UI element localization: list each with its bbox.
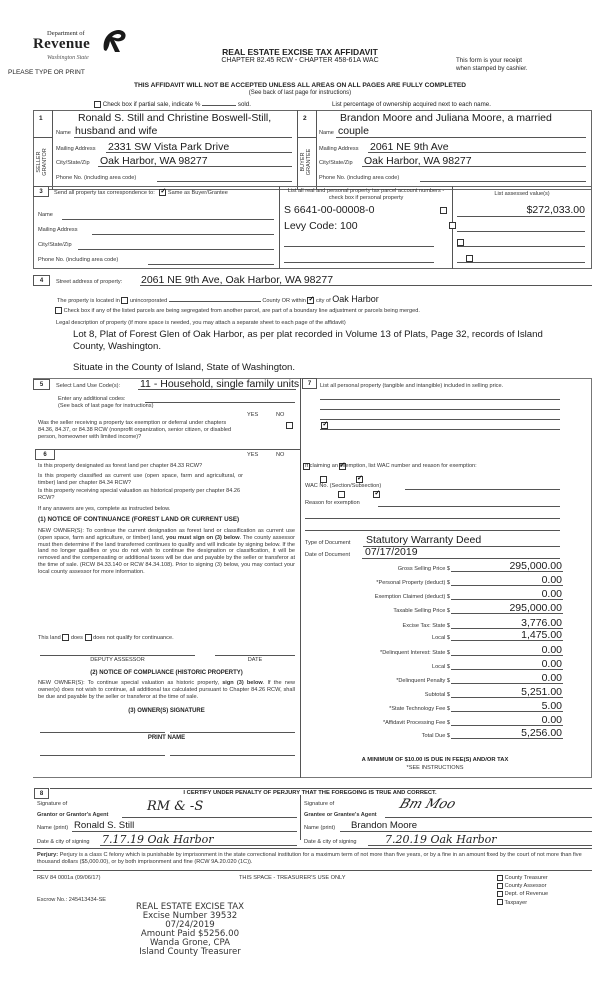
legal-line-3[interactable]: Situate in the County of Island, State of Washington. [73,362,296,373]
same-as-buyer-label: Same as Buyer/Grantee [167,189,228,196]
parcel-header: List all real and personal property tax parcel account numbers - check box if personal property [287,188,445,201]
fee-label: *Affidavit Processing Fee $ [382,720,450,726]
partial-sale-checkbox[interactable] [94,101,101,108]
parcel-3-personal-checkbox[interactable] [457,239,464,246]
same-as-buyer-checkbox[interactable] [159,189,166,196]
fee-value[interactable]: 0.00 [541,644,562,656]
dor-swoosh-icon [100,28,128,54]
section-3-number: 3 [33,186,49,197]
escrow-number: 245413434-SE [68,897,107,903]
fee-value[interactable]: 0.00 [541,714,562,726]
fee-value[interactable]: 295,000.00 [509,560,562,572]
receipt-note-1: This form is your receipt [456,57,523,64]
grantor-signature-label-2: Grantor or Grantor's Agent [37,812,109,818]
minimum-due-note: A MINIMUM OF $10.00 IS DUE IN FEE(S) AND/OR TAX [361,757,509,763]
seller-phone-label: Phone No. (including area code) [56,175,137,181]
logo-state-text: Washington State [47,55,89,61]
street-address-value[interactable]: 2061 NE 9th Ave, Oak Harbor, WA 98277 [141,274,334,286]
seller-name-label: Name [56,130,71,136]
exemption-claim-label: If claiming an exemption, list WAC number and reason for exemption: [305,463,477,469]
located-row [57,294,379,304]
reason-field-3[interactable] [305,530,560,531]
grantor-signature-label-1: Signature of [37,801,68,807]
treasurer-payment-stamp: REAL ESTATE EXCISE TAX Excise Number 39532 07/24/2019 Amount Paid $5256.00 Wanda Grone, CPA Island County Treasurer [135,902,245,957]
form-title: REAL ESTATE EXCISE TAX AFFIDAVIT [222,47,378,57]
send-correspondence-label: Send all property tax correspondence to: [54,189,155,196]
owner-signature-line-2[interactable] [170,732,295,733]
does-not-qualify-checkbox[interactable] [85,634,92,641]
parcel-row-2[interactable]: Levy Code: 100 [284,220,358,232]
parcel-2-personal-checkbox[interactable] [449,222,456,229]
date-label: DATE [247,657,263,663]
buyer-name-line1[interactable]: Brandon Moore and Juliana Moore, a married [340,112,552,124]
section-8-number: 8 [34,788,49,799]
corr-name-field[interactable] [62,219,274,220]
parcel-row-3[interactable] [284,246,434,247]
send-correspondence-row [54,189,228,196]
certify-statement: I CERTIFY UNDER PENALTY OF PERJURY THAT THE FOREGOING IS TRUE AND CORRECT. [183,790,437,796]
legal-description-label: Legal description of property (if more space is needed, you may attach a separate sheet to each page of the affidavit) [56,320,346,326]
historical-no-checkbox[interactable] [373,491,380,498]
fee-label: Taxable Selling Price $ [393,608,450,614]
seller-name-line1[interactable]: Ronald S. Still and Christine Boswell-Still, [78,112,272,124]
seller-grantor-side-label: SELLER GRANTOR [36,148,48,176]
personal-property-line-2[interactable] [320,409,560,410]
partial-sale-sold-label: sold. [237,101,251,109]
section-6-number: 6 [35,449,55,460]
corr-name-label: Name [38,212,53,218]
notice-compliance-title: (2) NOTICE OF COMPLIANCE (HISTORIC PROPERTY) [90,670,243,676]
copy-distribution-list [497,874,548,907]
grantor-date-city[interactable]: 7.17.19 Oak Harbor [102,833,214,846]
city-of-value[interactable]: Oak Harbor [332,294,379,304]
dor-logo [33,28,133,68]
buyer-name-label: Name [319,130,334,136]
notice-continuance-text: NEW OWNER(S): To continue the current designation as forest land or classification as current use (open space, farm and agriculture, or timber) land, you must sign on (3) below. The county assessor must then determine if the land transferred continues to qualify and will indicate by signing below. If the land no longer qualifies or you do not wish to continue the designation or classification, it will be removed and the compensating or additional taxes will be due and payable by the seller or transferor at the time of sale. (RCW 84.33.140 or RCW 84.34.108). Prior to signing (3) below, you may contact your local county assessor for more information. [38,528,295,575]
fee-value[interactable]: 0.00 [541,672,562,684]
doc-type-value[interactable]: Statutory Warranty Deed [366,534,482,546]
copy-county-treasurer[interactable]: County Treasurer [497,874,548,882]
doc-type-label: Type of Document [305,540,351,546]
fee-value[interactable]: 0.00 [541,658,562,670]
grantee-date-label: Date & city of signing [304,839,357,845]
doc-date-label: Date of Document [305,552,351,558]
logo-revenue-text: Revenue [33,36,91,52]
street-address-label: Street address of property: [56,279,123,285]
historical-yes-checkbox[interactable] [338,491,345,498]
current-use-no-checkbox[interactable] [356,476,363,483]
buyer-mailing-value[interactable]: 2061 NE 9th Ave [370,141,449,153]
parcel-row-1[interactable]: S 6641-00-00008-0 [284,204,375,216]
section-5-number: 5 [33,379,50,390]
buyer-name-line2[interactable]: couple [338,125,369,137]
historical-question: Is this property receiving special valuation as historical property per chapter 84.26 RCW? [38,488,241,501]
copy-county-assessor[interactable]: County Assessor [497,882,548,890]
buyer-mailing-label: Mailing Address [319,146,359,152]
see-back-instructions: (See back of last page for instructions) [58,403,154,409]
grantee-name-value[interactable]: Brandon Moore [351,820,418,831]
fee-value[interactable]: 3,776.00 [521,617,562,629]
owner-signature-title: (3) OWNER(S) SIGNATURE [128,708,205,714]
fee-label: Local $ [431,635,450,641]
unincorporated-checkbox[interactable] [121,297,128,304]
section-1-number: 1 [39,115,43,122]
corr-city-field[interactable] [78,249,274,250]
seller-mailing-label: Mailing Address [56,146,96,152]
print-name-line-2[interactable] [170,755,295,756]
section-2-number: 2 [303,115,307,122]
fee-value[interactable]: 0.00 [541,588,562,600]
seller-phone-field[interactable] [157,181,292,182]
grantor-signature[interactable]: RM & -S [147,799,204,814]
legal-line-1[interactable]: Lot 8, Plat of Forest Glen of Oak Harbor, as per plat recorded in Volume 13 of Plats, Page 32, records of Island [73,329,543,340]
personal-property-line-4[interactable] [320,429,560,430]
segregated-label: Check box if any of the listed parcels are being segregated from another parcel, are part of a boundary line adjustment or parcels being merged. [63,307,420,314]
county-or-label: County OR within [262,298,306,304]
fee-label: *Delinquent Penalty $ [396,678,450,684]
exemption-question: Was the seller receiving a property tax exemption or deferral under chapters 84.36, 84.37, or 84.38 RCW (nonprofit organization, senior citizen, or disabled person, homeowner with limited income)? [38,420,232,440]
parcel-row-4[interactable] [284,262,434,263]
if-yes-note: If any answers are yes, complete as instructed below. [38,506,171,512]
additional-codes-label: Enter any additional codes: [58,396,126,402]
grantee-signature-label-2: Grantee or Grantee's Agent [304,812,377,818]
exemption-yes-checkbox[interactable] [286,422,293,429]
form-id: REV 84 0001a (09/06/17) [37,875,101,881]
grantee-signature[interactable]: Bm Moo [397,797,458,812]
receipt-note-2: when stamped by cashier. [456,65,528,72]
partial-sale-percent-field[interactable] [202,105,236,106]
perjury-warning: Perjury: Perjury is a class C felony which is punishable by imprisonment in the state correctional institution for a maximum term of not more than five years, or by a fine in an amount fixed by the court of not more than five thousand dollars ($5,000.00), or by both imprisonment and fine (RCW 9A.20.020 (1C)). [37,852,582,865]
segregated-checkbox[interactable] [55,307,62,314]
ownership-note: List percentage of ownership acquired next to each name. [332,101,491,108]
current-use-yes-checkbox[interactable] [320,476,327,483]
seller-city-label: City/State/Zip [56,160,90,166]
exemption-no-checkbox[interactable] [321,422,328,429]
see-instructions-note: *SEE INSTRUCTIONS [406,765,464,771]
reason-label: Reason for exemption [305,500,360,506]
grantor-name-value[interactable]: Ronald S. Still [74,820,135,831]
copy-taxpayer[interactable]: Taxpayer [497,899,548,907]
notice-compliance-text: NEW OWNER(S): To continue special valuation as historic property, sign (3) below. If the new owner(s) does not wish to continue, all additional tax calculated pursuant to Chapter 84.26 RCW, shall be due and payable by the seller or transferor at the time of sale. [38,680,295,700]
no-header-5: NO [276,412,285,418]
escrow-label: Escrow No.: [37,897,68,903]
personal-property-label: List all personal property (tangible and intangible) included in selling price. [320,383,504,389]
form-subtitle: CHAPTER 82.45 RCW - CHAPTER 458-61A WAC [221,57,379,64]
seller-mailing-value[interactable]: 2331 SW Vista Park Drive [108,141,230,153]
land-use-value[interactable]: 11 - Household, single family units [140,378,300,390]
total-due-value[interactable]: 5,256.00 [521,727,562,739]
buyer-phone-label: Phone No. (including area code) [319,175,400,181]
seller-name-line2[interactable]: husband and wife [75,125,158,137]
located-label: The property is located in [57,298,120,304]
fee-label: *Delinquent Interest: State $ [380,650,450,656]
wac-label: WAC No. (Section/Subsection) [305,483,382,489]
assessed-row-1[interactable]: $272,033.00 [526,204,585,216]
no-header-6: NO [276,452,285,458]
assessed-header: List assessed value(s) [494,191,550,197]
section-4-number: 4 [33,275,50,286]
logo-dept-text: Department of [47,30,85,37]
fee-value[interactable]: 5.00 [541,700,562,712]
escrow-row [37,897,106,903]
grantee-date-city[interactable]: 7.20.19 Oak Harbor [385,833,497,846]
fee-label-total: Total Due $ [421,733,450,739]
fee-label: *State Technology Fee $ [389,706,450,712]
continuance-qualify-row: This land does does not qualify for continuance. [38,634,174,641]
personal-property-line-3[interactable] [320,419,560,420]
treasurer-use-label: THIS SPACE - TREASURER'S USE ONLY [239,875,346,881]
grantor-date-label: Date & city of signing [37,839,90,845]
fee-value[interactable]: 5,251.00 [521,686,562,698]
deputy-assessor-signature-line[interactable] [40,655,195,656]
seller-city-value[interactable]: Oak Harbor, WA 98277 [100,155,208,167]
corr-phone-label: Phone No. (including area code) [38,257,119,263]
copy-dept-revenue[interactable]: Dept. of Revenue [497,890,548,898]
current-use-question: Is this property classified as current use (open space, farm and agricultural, or timber) land per chapter 84.34 RCW? [38,473,243,486]
fee-label: Exemption Claimed (deduct) $ [374,594,450,600]
see-back-note: (See back of last page for instructions) [248,90,352,96]
buyer-city-value[interactable]: Oak Harbor, WA 98277 [364,155,472,167]
partial-sale-label: Check box if partial sale, indicate % [102,101,201,109]
forest-land-question: Is this property designated as forest land per chapter 84.33 RCW? [38,463,203,469]
city-of-label: city of [316,298,331,304]
within-city-checkbox[interactable] [307,297,314,304]
buyer-phone-field[interactable] [420,181,586,182]
fee-label: Excise Tax: State $ [402,623,450,629]
parcel-4-personal-checkbox[interactable] [466,255,473,262]
fee-label: Local $ [431,664,450,670]
assessor-date-line[interactable] [215,655,295,656]
corr-phone-field[interactable] [148,264,274,265]
owner-signature-line-1[interactable] [40,732,165,733]
parcel-1-personal-checkbox[interactable] [440,207,447,214]
reason-field-2[interactable] [305,518,560,519]
notice-continuance-title: (1) NOTICE OF CONTINUANCE (FOREST LAND OR CURRENT USE) [38,516,240,523]
fee-label: Gross Selling Price $ [397,566,450,572]
grantee-name-label: Name (print) [304,825,336,831]
reason-field-1[interactable] [378,506,560,507]
additional-codes-field[interactable] [145,402,295,403]
buyer-grantee-side-label: BUYER GRANTEE [300,148,312,176]
unincorporated-label: unincorporated [129,298,168,304]
please-type-label: PLEASE TYPE OR PRINT [8,69,85,76]
wac-field[interactable] [405,489,560,490]
county-field[interactable] [169,301,261,302]
does-qualify-checkbox[interactable] [62,634,69,641]
deputy-assessor-label: DEPUTY ASSESSOR [90,657,145,663]
grantor-name-label: Name (print) [37,825,69,831]
corr-mailing-label: Mailing Address [38,227,78,233]
buyer-city-label: City/State/Zip [319,160,353,166]
partial-sale-row [94,101,251,108]
corr-mailing-field[interactable] [92,234,274,235]
yes-header-5: YES [247,412,259,418]
segregated-row [55,307,420,314]
grantee-signature-label-1: Signature of [304,801,335,807]
personal-property-line-1[interactable] [320,399,560,400]
land-use-label: Select Land Use Code(s): [56,383,121,389]
print-name-label: PRINT NAME [147,735,186,741]
fee-label: Subtotal $ [424,692,450,698]
section-7-number: 7 [302,378,317,389]
corr-city-label: City/State/Zip [38,242,72,248]
fee-value[interactable]: 295,000.00 [509,602,562,614]
legal-line-2[interactable]: County, Washington. [73,341,161,352]
fee-value[interactable]: 0.00 [541,574,562,586]
fee-value[interactable]: 1,475.00 [521,629,562,641]
doc-date-value[interactable]: 07/17/2019 [365,546,418,558]
warning-banner: THIS AFFIDAVIT WILL NOT BE ACCEPTED UNLESS ALL AREAS ON ALL PAGES ARE FULLY COMPLETED [133,82,467,89]
yes-header-6: YES [247,452,259,458]
print-name-line-1[interactable] [40,755,165,756]
fee-label: *Personal Property (deduct) $ [376,580,450,586]
